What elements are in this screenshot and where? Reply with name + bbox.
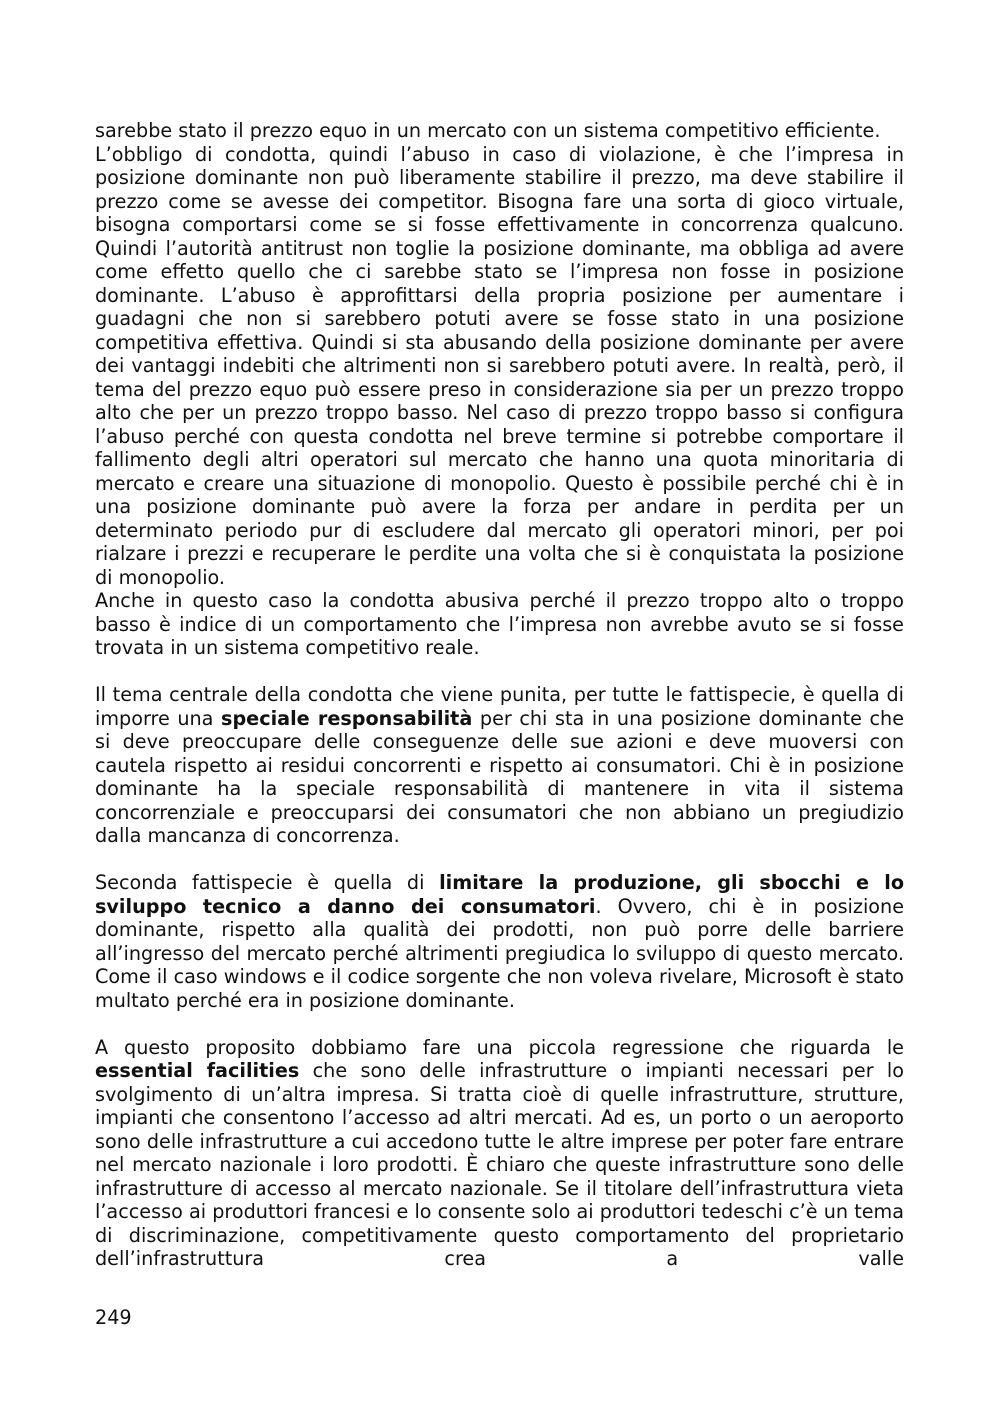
bold-term: speciale responsabilità [221,706,473,730]
text-segment: sarebbe stato il prezzo equo in un mercato con un sistema competitivo efficiente. [95,119,881,142]
paragraph [95,683,904,848]
paragraph [95,1036,904,1271]
text-segment: Seconda fattispecie è quella di [95,871,440,894]
text-segment: che sono delle infrastrutture o impianti necessari per lo svolgimento di un’altra impresa. Si tratta cioè di quelle infrastrutture, strutture, impianti che consentono l’accesso ad altri mercati. Ad es, un porto o un aeroporto sono delle infrastrutture a cui accedono tutte le altre imprese per poter fare entrare nel mercato nazionale i loro prodotti. È chiaro che queste infrastrutture sono delle infrastrutture di accesso al mercato nazionale. Se il titolare dell’infrastruttura vieta l’accesso ai produttori francesi e lo consente solo ai produttori tedeschi c’è un tema di discriminazione, competitivamente questo comportamento del proprietario dell’infrastruttura crea a valle [95,1059,904,1270]
page-body [95,119,904,1271]
paragraph-spacer [95,848,904,872]
paragraph [95,871,904,1012]
bold-term: limitare la produzione, gli sbocchi e lo sviluppo tecnico a danno dei consumatori [95,871,904,918]
bold-term: essential facilities [95,1059,300,1082]
text-segment: A questo proposito dobbiamo fare una piccola regressione che riguarda le [95,1035,904,1059]
paragraph-spacer [95,660,904,684]
paragraph [95,589,904,660]
paragraph [95,119,904,143]
paragraph-spacer [95,1012,904,1036]
text-segment: L’obbligo di condotta, quindi l’abuso in caso di violazione, è che l’impresa in posizione dominante non può liberamente stabilire il prezzo, ma deve stabilire il prezzo come se avesse dei competitor. Bisogna fare una sorta di gioco virtuale, bisogna comportarsi come se si fosse effettivamente in concorrenza qualcuno. Quindi l’autorità antitrust non toglie la posizione dominante, ma obbliga ad avere come effetto quello che ci sarebbe stato se l’impresa non fosse in posizione dominante. L’abuso è approfittarsi della propria posizione per aumentare i guadagni che non si sarebbero potuti avere se fosse stato in una posizione competitiva effettiva. Quindi si sta abusando della posizione dominante per avere dei vantaggi indebiti che altrimenti non si sarebbero potuti avere. In realtà, però, il tema del prezzo equo può essere preso in considerazione sia per un prezzo troppo alto che per un prezzo troppo basso. Nel caso di prezzo troppo basso si configura l’abuso perché con questa condotta nel breve termine si potrebbe comportare il fallimento degli altri operatori sul mercato che hanno una quota minoritaria di mercato e creare una situazione di monopolio. Questo è possibile perché chi è in una posizione dominante può avere la forza per andare in perdita per un determinato periodo pur di escludere dal mercato gli operatori minori, per poi rialzare i prezzi e recuperare le perdite una volta che si è conquistata la posizione di monopolio. [95,142,904,589]
text-segment: per chi sta in una posizione dominante che si deve preoccupare delle conseguenze delle sue azioni e deve muoversi con cautela rispetto ai residui concorrenti e rispetto ai consumatori. Chi è in posizione dominante ha la speciale responsabilità di mantenere in vita il sistema concorrenziale e preoccuparsi dei consumatori che non abbiano un pregiudizio dalla mancanza di concorrenza. [95,706,905,847]
text-segment: Anche in questo caso la condotta abusiva perché il prezzo troppo alto o troppo basso è indice di un comportamento che l’impresa non avrebbe avuto se si fosse trovata in un sistema competitivo reale. [95,589,904,659]
text-segment: Il tema centrale della condotta che viene punita, per tutte le fattispecie, è quella di imporre una [95,683,904,730]
page-number: 249 [95,1306,132,1329]
paragraph [95,143,904,590]
text-segment: . Ovvero, chi è in posizione dominante, rispetto alla qualità dei prodotti, non può porre delle barriere all’ingresso del mercato perché altrimenti pregiudica lo sviluppo di questo mercato. Come il caso windows e il codice sorgente che non voleva rivelare, Microsoft è stato multato perché era in posizione dominante. [95,894,904,1012]
